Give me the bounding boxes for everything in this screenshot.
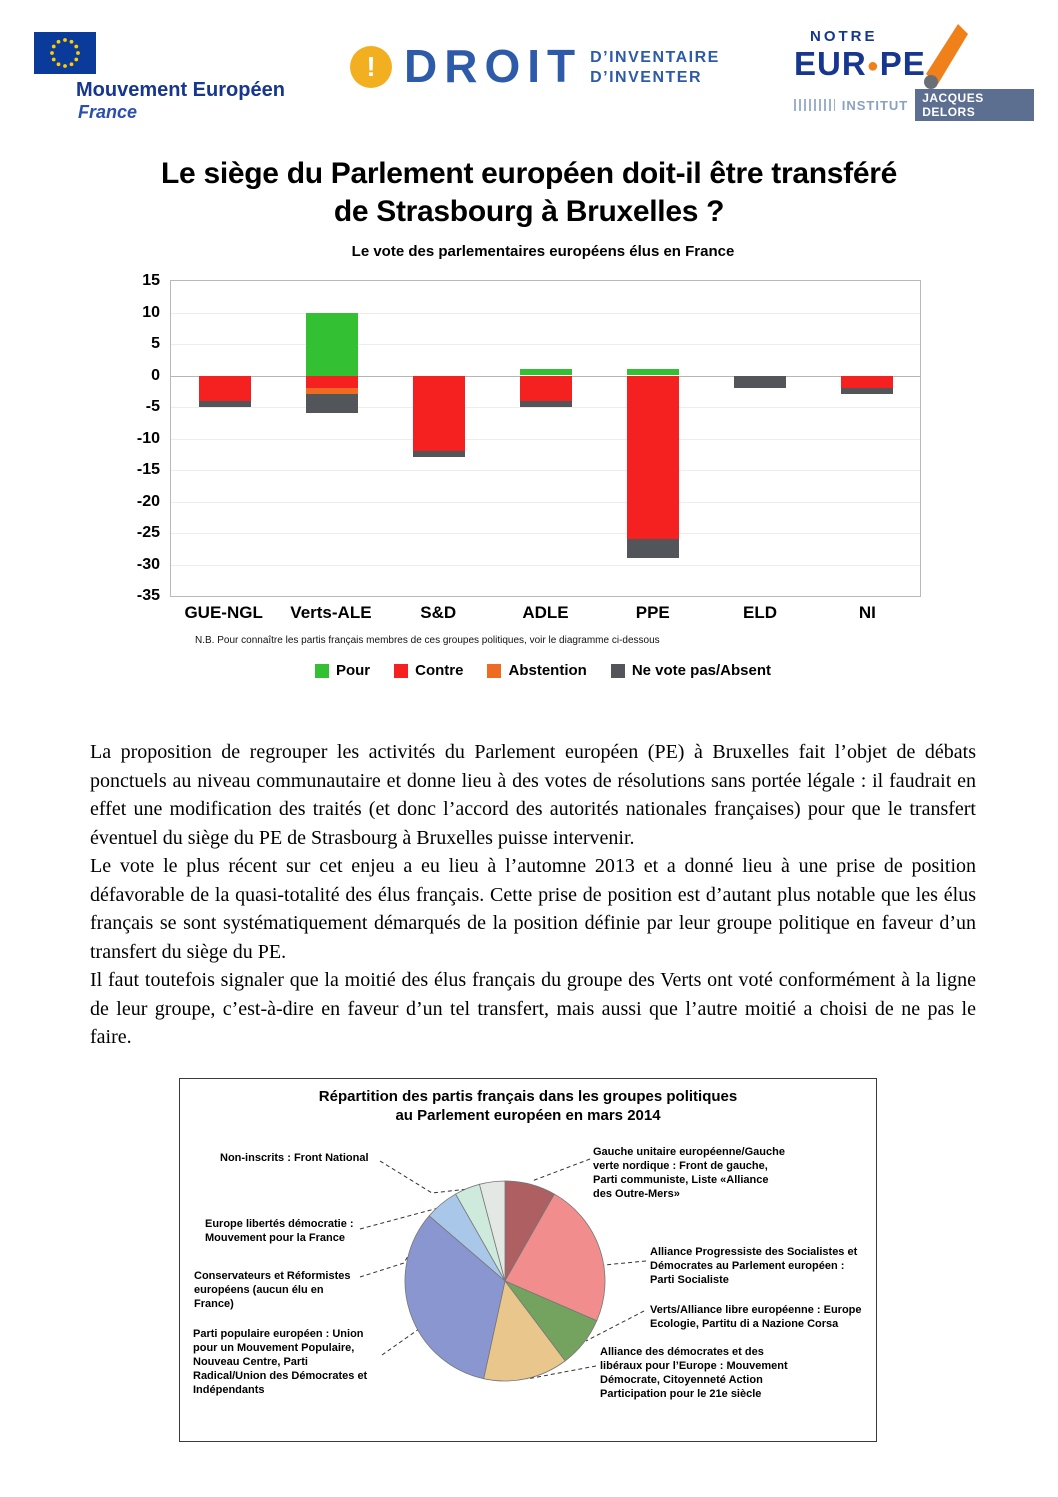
logo-ne-europe: [794, 45, 1034, 83]
bar-chart: [95, 243, 1015, 679]
legend-swatch-icon: [394, 664, 408, 678]
legend-label: Ne vote pas/Absent: [631, 662, 772, 679]
logo-me-name: Mouvement Européen: [76, 79, 285, 101]
hatch-marks-icon: [794, 99, 835, 111]
paragraph-3: Il faut toutefois signaler que la moitié des élus français du groupe des Verts ont voté conformément à la ligne de leur groupe, c’est-à-dire en faveur d’un tel transfert, mais aussi que l’autre moitié a choisi de ne pas le faire.: [90, 969, 976, 1048]
pie-label-verts: Verts/Alliance libre européenne : Europe Ecologie, Partitu di a Nazione Corsa: [650, 1304, 862, 1330]
gridline: [171, 565, 920, 566]
y-tick-label: -25: [136, 524, 160, 541]
bar-segment-Verts-ALE-Contre: [306, 376, 358, 389]
eu-star-icon: [63, 64, 67, 68]
eu-star-icon: [63, 38, 67, 42]
y-tick-label: -10: [136, 429, 160, 447]
bar-segment-ADLE-Ne vote pas/Absent: [520, 401, 572, 407]
eu-star-icon: [50, 51, 54, 55]
eu-star-icon: [74, 45, 78, 49]
bar-segment-GUE-NGL-Ne vote pas/Absent: [199, 401, 251, 407]
legend-label: Pour: [335, 662, 371, 679]
paragraph-2: Le vote le plus récent sur cet enjeu a eu lieu à l’automne 2013 et a donné lieu à une prise de position défavorable de la quasi-totalité des élus français. Cette prise de position est d’autant plus notable que les élus français se sont systématiquement démarqués de la position définie par leur groupe politique en faveur d’un transfert du siège du PE.: [90, 855, 976, 963]
legend-swatch-icon: [315, 664, 329, 678]
legend-swatch-icon: [611, 664, 625, 678]
gridline: [171, 533, 920, 534]
eu-star-icon: [70, 40, 74, 44]
pie-title-line1: Répartition des partis français dans les groupes politiques: [318, 1088, 738, 1105]
eu-star-icon: [74, 58, 78, 62]
pie-label-ppe: Parti populaire européen : Union pour un Mouvement Populaire, Nouveau Centre, Parti Radical/Union des Démocrates et Indépendants: [193, 1328, 368, 1396]
page-title-line1: Le siège du Parlement européen doit-il être transféré: [161, 157, 897, 190]
logo-ne-notre: NOTRE: [810, 28, 878, 45]
gridline: [171, 502, 920, 503]
legend-item: [394, 662, 463, 679]
x-category-label: ELD: [743, 603, 778, 622]
pie-label-non-inscrits: Non-inscrits : Front National: [220, 1152, 369, 1164]
x-category-label: S&D: [420, 603, 457, 622]
bar-chart-title: Le vote des parlementaires européens élus en France: [351, 243, 735, 260]
gridline: [171, 313, 920, 314]
x-category-label: NI: [858, 603, 876, 622]
pie-chart-title: [180, 1087, 876, 1125]
exclamation-icon: !: [350, 46, 392, 88]
logo-ne-pe: PE: [879, 45, 926, 82]
page-title: [0, 155, 1058, 231]
x-category-label: GUE-NGL: [184, 603, 263, 622]
bar-segment-NI-Ne vote pas/Absent: [841, 388, 893, 394]
logo-droit-sub1: D’INVENTAIRE: [590, 49, 720, 66]
bar-segment-GUE-NGL-Contre: [199, 376, 251, 401]
eu-star-icon: [52, 58, 56, 62]
logo-mouvement-europeen: [34, 32, 285, 123]
page-title-line2: de Strasbourg à Bruxelles ?: [333, 195, 725, 228]
pie-svg: [400, 1176, 610, 1386]
gridline: [171, 470, 920, 471]
y-tick-label: 10: [142, 303, 160, 321]
header: [28, 18, 1036, 138]
pie-label-ecr: Conservateurs et Réformistes européens (aucun élu en France): [194, 1270, 351, 1310]
bar-segment-ADLE-Contre: [520, 376, 572, 401]
pie-label-eld: Europe libertés démocratie : Mouvement pour la France: [205, 1218, 354, 1244]
eu-flag-icon: [34, 32, 96, 74]
logo-ne-institute-row: [794, 89, 1034, 121]
pie-label-gue: Gauche unitaire européenne/Gauche verte nordique : Front de gauche, Parti communiste, Liste «Alliance des Outre-Mers»: [593, 1146, 785, 1200]
legend-label: Contre: [415, 662, 464, 679]
x-category-label: Verts-ALE: [290, 603, 372, 622]
legend-item: [487, 662, 586, 679]
logo-ne-jacques-delors: JACQUES DELORS: [915, 89, 1034, 121]
bar-segment-S&D-Contre: [413, 376, 465, 452]
x-category-label: PPE: [635, 603, 670, 622]
bar-segment-S&D-Ne vote pas/Absent: [413, 451, 465, 457]
eu-star-icon: [57, 40, 61, 44]
leader-line-sd: [604, 1261, 646, 1265]
y-tick-label: -5: [145, 398, 160, 415]
logo-droit-subtitle: [590, 48, 720, 88]
pie-title-line2: au Parlement européen en mars 2014: [395, 1107, 661, 1124]
eu-star-icon: [52, 45, 56, 49]
bar-segment-PPE-Ne vote pas/Absent: [627, 539, 679, 558]
eu-star-icon: [57, 62, 61, 66]
y-tick-label: 15: [142, 272, 160, 289]
legend-label: Abstention: [508, 662, 587, 679]
x-category-label: ADLE: [522, 603, 569, 622]
eu-star-icon: [70, 62, 74, 66]
gridline: [171, 407, 920, 408]
logo-ne-institut: INSTITUT: [841, 97, 909, 113]
legend-item: [315, 662, 370, 679]
logo-notre-europe: [794, 28, 1034, 121]
chart-note: N.B. Pour connaître les partis français membres de ces groupes politiques, voir le diagramme ci-dessous: [195, 635, 660, 646]
logo-me-country: France: [78, 102, 138, 122]
legend-swatch-icon: [487, 664, 501, 678]
y-tick-label: 0: [151, 366, 160, 384]
logo-ne-eur: EUR: [794, 45, 867, 82]
gridline: [171, 344, 920, 345]
chart-legend: [95, 662, 991, 679]
eu-star-icon: [76, 51, 80, 55]
bar-segment-PPE-Contre: [627, 376, 679, 540]
article-text: [90, 738, 976, 1052]
logo-droit-inventaire: [350, 38, 720, 92]
bar-chart-body: [95, 272, 1015, 604]
y-tick-label: -35: [136, 587, 160, 604]
pie-label-adle: Alliance des démocrates et des libéraux pour l’Europe : Mouvement Démocrate, Citoyenneté Action Participation pour le 21e siècle: [600, 1346, 788, 1400]
legend-item: [611, 662, 771, 679]
y-tick-label: -15: [136, 461, 160, 478]
bar-segment-Verts-ALE-Pour: [306, 313, 358, 376]
bar-segment-NI-Contre: [841, 376, 893, 389]
gridline: [171, 439, 920, 440]
bar-plot: [170, 280, 921, 597]
bar-segment-ELD-Ne vote pas/Absent: [734, 376, 786, 389]
pie-label-sd: Alliance Progressiste des Socialistes et Démocrates au Parlement européen : Parti Socialiste: [650, 1246, 858, 1286]
bar-chart-y-axis: [95, 272, 170, 604]
orange-dot-icon: ●: [866, 55, 880, 77]
y-tick-label: 5: [151, 335, 160, 352]
pie-chart-box: [179, 1078, 877, 1442]
bar-chart-x-axis: [170, 603, 921, 623]
y-tick-label: -30: [136, 555, 160, 573]
paragraph-1: La proposition de regrouper les activités du Parlement européen (PE) à Bruxelles fait l’objet de débats ponctuels au niveau communautaire et donne lieu à des votes de résolutions sans portée légale : il faudrait en effet une modification des traités (et donc l’accord des autorités nationales françaises) pour que le transfert éventuel du siège du PE de Strasbourg à Bruxelles puisse intervenir.: [90, 741, 976, 849]
logo-droit-word: DROIT: [404, 40, 583, 92]
logo-droit-sub2: D’INVENTER: [590, 69, 703, 86]
bar-segment-Verts-ALE-Ne vote pas/Absent: [306, 394, 358, 413]
y-tick-label: -20: [136, 492, 160, 510]
